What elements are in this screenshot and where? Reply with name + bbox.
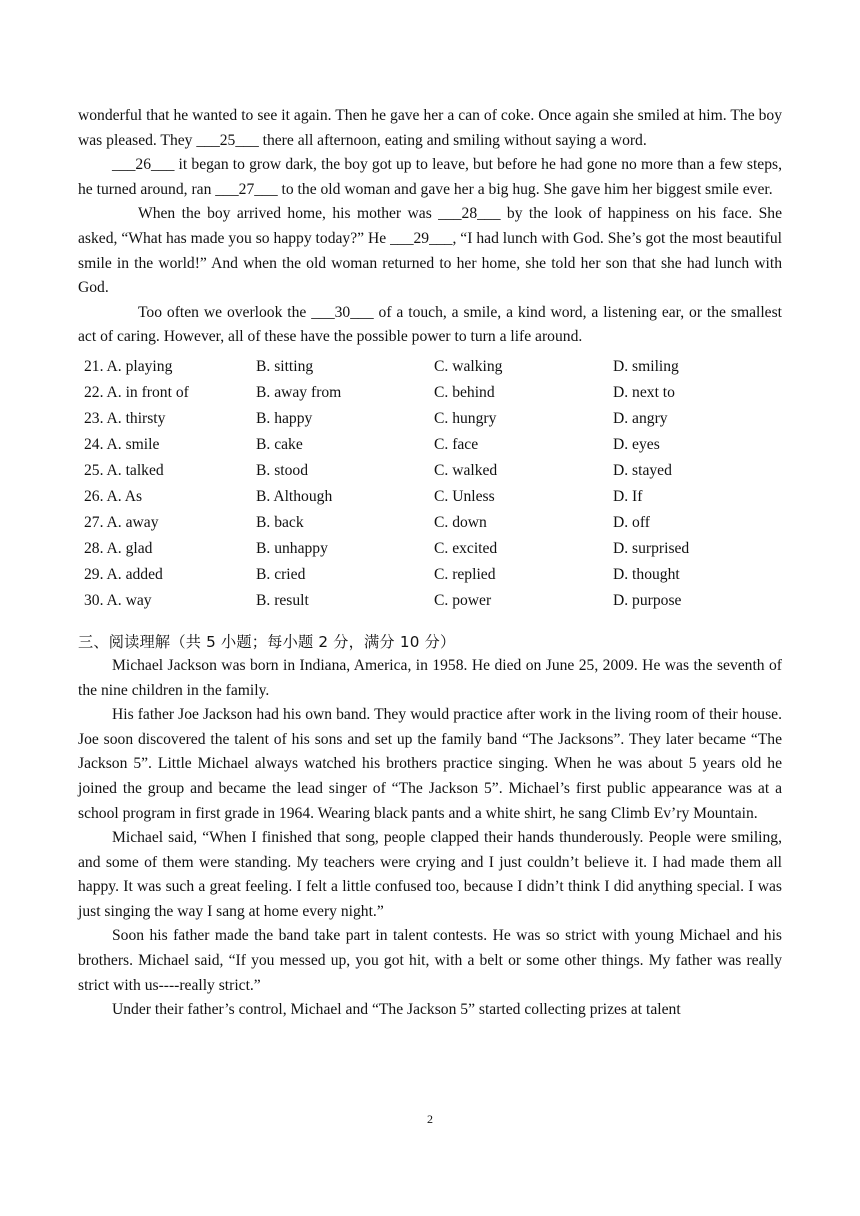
option-b: B. happy xyxy=(256,409,313,427)
option-row-29 xyxy=(78,562,782,588)
option-a: 23. A. thirsty xyxy=(84,409,166,427)
option-c: C. hungry xyxy=(434,409,497,427)
option-c: C. Unless xyxy=(434,487,495,505)
option-a: 30. A. way xyxy=(84,591,152,609)
reading-paragraph-5: Under their father’s control, Michael and “The Jackson 5” started collecting prizes at talent xyxy=(112,1001,681,1019)
option-row-22 xyxy=(78,380,782,406)
option-a: 27. A. away xyxy=(84,513,159,531)
option-row-27 xyxy=(78,510,782,536)
option-row-24 xyxy=(78,432,782,458)
option-b: B. sitting xyxy=(256,357,314,375)
option-b: B. Although xyxy=(256,487,333,505)
option-c: C. walking xyxy=(434,357,503,375)
option-c: C. replied xyxy=(434,565,496,583)
option-row-25 xyxy=(78,458,782,484)
passage-paragraph-3: When the boy arrived home, his mother was ___28___ by the look of happiness on his face. She asked, “What has made you so happy today?” He ___29___, “I had lunch with God. She’s got the most beautiful smile in the world!” And when the old woman returned to her home, she told her son that she had lunch with God. xyxy=(78,205,782,297)
option-b: B. stood xyxy=(256,461,308,479)
option-d: D. eyes xyxy=(613,435,660,453)
option-d: D. thought xyxy=(613,565,680,583)
option-b: B. unhappy xyxy=(256,539,328,557)
passage-paragraph-2: ___26___ it began to grow dark, the boy got up to leave, but before he had gone no more than a few steps, he turned around, ran ___27___ to the old woman and gave her a big hug. She gave him her biggest smile ever. xyxy=(78,156,782,198)
option-b: B. result xyxy=(256,591,309,609)
reading-paragraph-2: His father Joe Jackson had his own band. They would practice after work in the living room of their house. Joe soon discovered the talent of his sons and set up the family band “The Jacksons”. They later became “The Jackson 5”. Little Michael always watched his brothers practice singing. When he was about 5 years old he joined the group and became the lead singer of “The Jackson 5”. Michael’s first public appearance was at a school program in first grade in 1964. Wearing black pants and a white shirt, he sang Climb Ev’ry Mountain. xyxy=(78,706,782,822)
option-c: C. walked xyxy=(434,461,498,479)
options-table xyxy=(78,354,782,614)
option-c: C. excited xyxy=(434,539,498,557)
option-a: 26. A. As xyxy=(84,487,143,505)
option-b: B. cake xyxy=(256,435,303,453)
option-b: B. away from xyxy=(256,383,342,401)
option-d: D. smiling xyxy=(613,357,679,375)
option-row-21 xyxy=(78,354,782,380)
option-d: D. purpose xyxy=(613,591,682,609)
page-number: 2 xyxy=(427,1112,433,1126)
reading-paragraph-4: Soon his father made the band take part in talent contests. He was so strict with young Michael and his brothers. Michael said, “If you messed up, you got hit, with a belt or some other things. My father was really strict with us----really strict.” xyxy=(78,927,782,994)
passage-paragraph-1: wonderful that he wanted to see it again. Then he gave her a can of coke. Once again she smiled at him. The boy was pleased. They ___25___ there all afternoon, eating and smiling without saying a word. xyxy=(78,107,782,149)
option-c: C. power xyxy=(434,591,492,609)
option-c: C. face xyxy=(434,435,479,453)
option-b: B. back xyxy=(256,513,304,531)
passage-paragraph-4: Too often we overlook the ___30___ of a touch, a smile, a kind word, a listening ear, or the smallest act of caring. However, all of these have the possible power to turn a life around. xyxy=(78,303,782,346)
option-a: 28. A. glad xyxy=(84,539,153,557)
option-d: D. surprised xyxy=(613,539,690,557)
option-d: D. next to xyxy=(613,383,675,401)
option-d: D. angry xyxy=(613,409,668,427)
option-a: 29. A. added xyxy=(84,565,163,583)
option-a: 24. A. smile xyxy=(84,435,160,453)
option-c: C. down xyxy=(434,513,487,531)
reading-paragraph-3: Michael said, “When I finished that song, people clapped their hands thunderously. People were smiling, and some of them were standing. My teachers were crying and I just couldn’t believe it. I had made them all happy. It was such a great feeling. I felt a little confused too, because I didn’t think I did anything special. I was just singing the way I sang at home every night.” xyxy=(78,829,782,920)
option-row-30 xyxy=(78,588,782,614)
option-a: 22. A. in front of xyxy=(84,383,189,401)
option-a: 25. A. talked xyxy=(84,461,164,479)
option-row-28 xyxy=(78,536,782,562)
page-content xyxy=(78,104,782,1023)
option-c: C. behind xyxy=(434,383,495,401)
option-b: B. cried xyxy=(256,565,306,583)
option-row-26 xyxy=(78,484,782,510)
option-a: 21. A. playing xyxy=(84,357,173,375)
option-row-23 xyxy=(78,406,782,432)
reading-paragraph-1: Michael Jackson was born in Indiana, America, in 1958. He died on June 25, 2009. He was the seventh of the nine children in the family. xyxy=(78,656,782,699)
option-d: D. off xyxy=(613,513,650,531)
section-heading: 三、阅读理解（共 5 小题；每小题 2 分，满分 10 分） xyxy=(78,632,456,651)
option-d: D. If xyxy=(613,487,643,505)
option-d: D. stayed xyxy=(613,461,672,479)
